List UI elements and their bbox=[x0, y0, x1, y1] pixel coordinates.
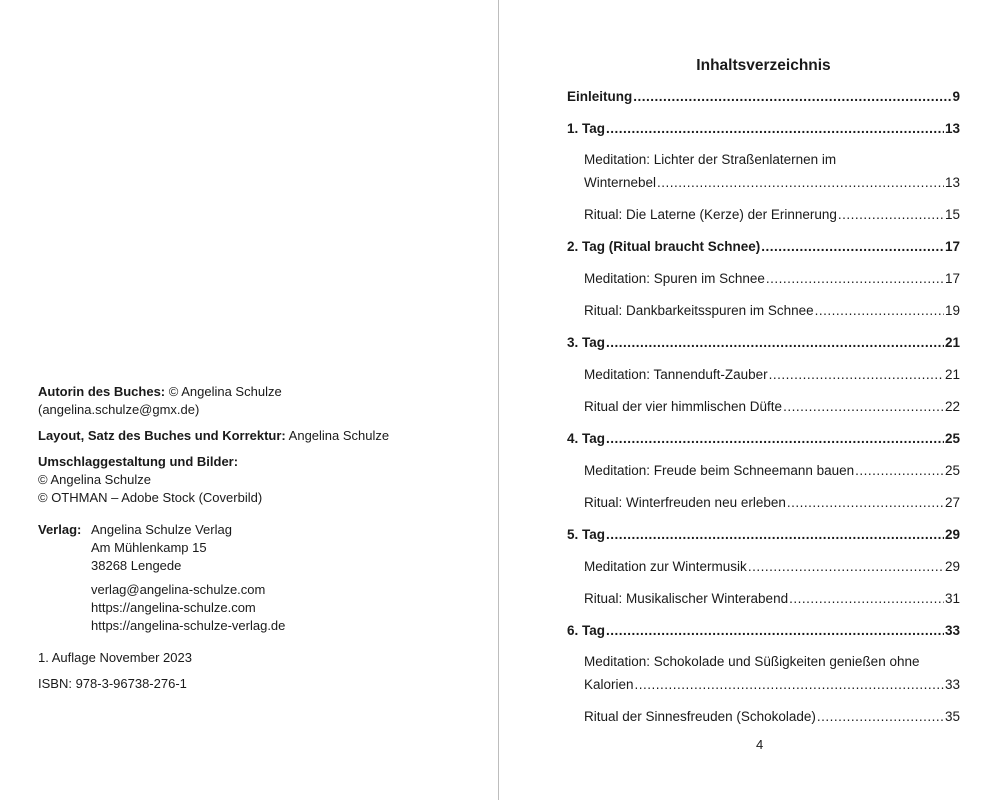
publisher-email: verlag@angelina-schulze.com bbox=[91, 582, 266, 597]
publisher-name: Angelina Schulze Verlag bbox=[91, 522, 232, 537]
toc-entry: Meditation: Freude beim Schneemann bauen ..... 25 bbox=[584, 462, 960, 480]
toc-entry: 1. Tag ..... 13 bbox=[567, 120, 960, 138]
toc-entry: Ritual: Musikalischer Winterabend ..... 31 bbox=[584, 590, 960, 608]
publisher-website-1: https://angelina-schulze.com bbox=[91, 600, 256, 615]
toc-entry: Einleitung ..... 9 bbox=[567, 88, 960, 106]
cover-label: Umschlaggestaltung und Bilder: bbox=[38, 454, 239, 469]
toc-entry: Meditation: Tannenduft-Zauber ..... 21 bbox=[584, 366, 960, 384]
publisher-website-2: https://angelina-schulze-verlag.de bbox=[91, 618, 286, 633]
toc-title: Inhaltsverzeichnis bbox=[696, 57, 831, 74]
author-email: (angelina.schulze@gmx.de) bbox=[38, 402, 200, 417]
imprint-block bbox=[38, 383, 458, 693]
toc-entry: Meditation zur Wintermusik ..... 29 bbox=[584, 558, 960, 576]
page-number: 4 bbox=[756, 737, 764, 752]
toc-entry: Ritual der Sinnesfreuden (Schokolade) ..... 35 bbox=[584, 708, 960, 726]
author-line: Autorin des Buches: © Angelina Schulze bbox=[38, 384, 282, 399]
publisher-street: Am Mühlenkamp 15 bbox=[91, 540, 207, 555]
toc-entry: Ritual: Dankbarkeitsspuren im Schnee ..... 19 bbox=[584, 302, 960, 320]
toc-entry: 3. Tag ..... 21 bbox=[567, 334, 960, 352]
toc-entry: Ritual der vier himmlischen Düfte ..... 22 bbox=[584, 398, 960, 416]
toc-entry-first-line: Meditation: Lichter der Straßenlaternen im bbox=[584, 152, 837, 167]
toc-entry: Ritual: Die Laterne (Kerze) der Erinnerung ..... 15 bbox=[584, 206, 960, 224]
publisher-city: 38268 Lengede bbox=[91, 558, 182, 573]
toc-entry: Ritual: Winterfreuden neu erleben ..... 27 bbox=[584, 494, 960, 512]
toc-entry: Winternebel ..... 13 bbox=[584, 174, 960, 192]
cover-line-1: © Angelina Schulze bbox=[38, 472, 151, 487]
toc-entry: 2. Tag (Ritual braucht Schnee) ..... 17 bbox=[567, 238, 960, 256]
publisher-block bbox=[38, 521, 458, 635]
cover-line-2: © OTHMAN – Adobe Stock (Coverbild) bbox=[38, 490, 263, 505]
edition-line: 1. Auflage November 2023 bbox=[38, 650, 192, 665]
toc-entry-first-line: Meditation: Schokolade und Süßigkeiten genießen ohne bbox=[584, 654, 920, 669]
toc-entry: Kalorien ..... 33 bbox=[584, 676, 960, 694]
publisher-label: Verlag: bbox=[38, 522, 82, 537]
layout-line: Layout, Satz des Buches und Korrektur: Angelina Schulze bbox=[38, 428, 390, 443]
toc-entry: Meditation: Spuren im Schnee ..... 17 bbox=[584, 270, 960, 288]
toc-entry: 5. Tag ..... 29 bbox=[567, 526, 960, 544]
toc-entry: 6. Tag ..... 33 bbox=[567, 622, 960, 640]
isbn-line: ISBN: 978-3-96738-276-1 bbox=[38, 676, 187, 691]
toc-entry: 4. Tag ..... 25 bbox=[567, 430, 960, 448]
page-divider bbox=[498, 0, 499, 800]
